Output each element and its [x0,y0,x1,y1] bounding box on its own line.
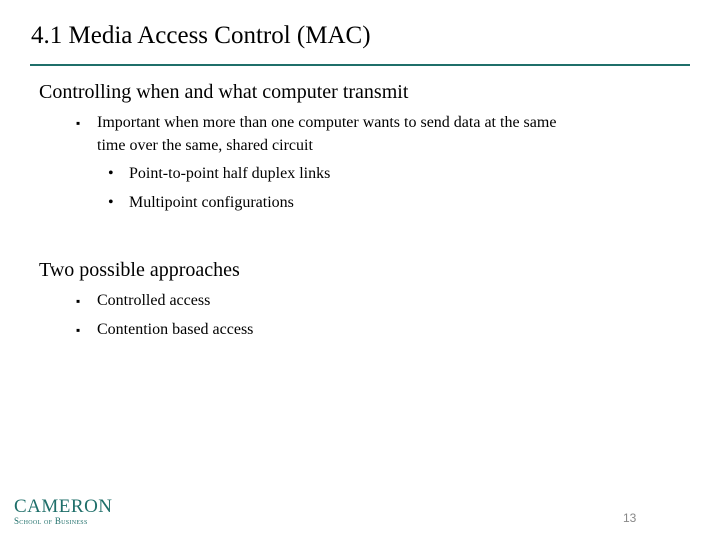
bullet-text: Controlled access [97,292,211,309]
bullet-text: Contention based access [97,321,254,338]
cameron-logo [14,497,113,527]
sub-bullet-text: Multipoint configurations [129,194,294,211]
sub-bullet-text: Point-to-point half duplex links [129,165,331,182]
section-heading-approaches: Two possible approaches [39,259,240,281]
slide-title: 4.1 Media Access Control (MAC) [31,22,371,49]
bullet-text-line: Important when more than one computer wants to send data at the same [97,114,557,131]
section-heading-controlling: Controlling when and what computer transmit [39,81,409,103]
square-bullet-icon: ▪ [76,294,81,308]
page-number: 13 [623,511,637,525]
title-divider [30,64,690,66]
square-bullet-icon: ▪ [76,116,81,130]
square-bullet-icon: ▪ [76,323,81,337]
logo-subtitle: School of Business [14,516,88,526]
bullet-text-line: time over the same, shared circuit [97,137,313,154]
logo-wordmark: CAMERON [14,496,113,517]
dot-bullet-icon: • [108,165,114,182]
dot-bullet-icon: • [108,194,114,211]
